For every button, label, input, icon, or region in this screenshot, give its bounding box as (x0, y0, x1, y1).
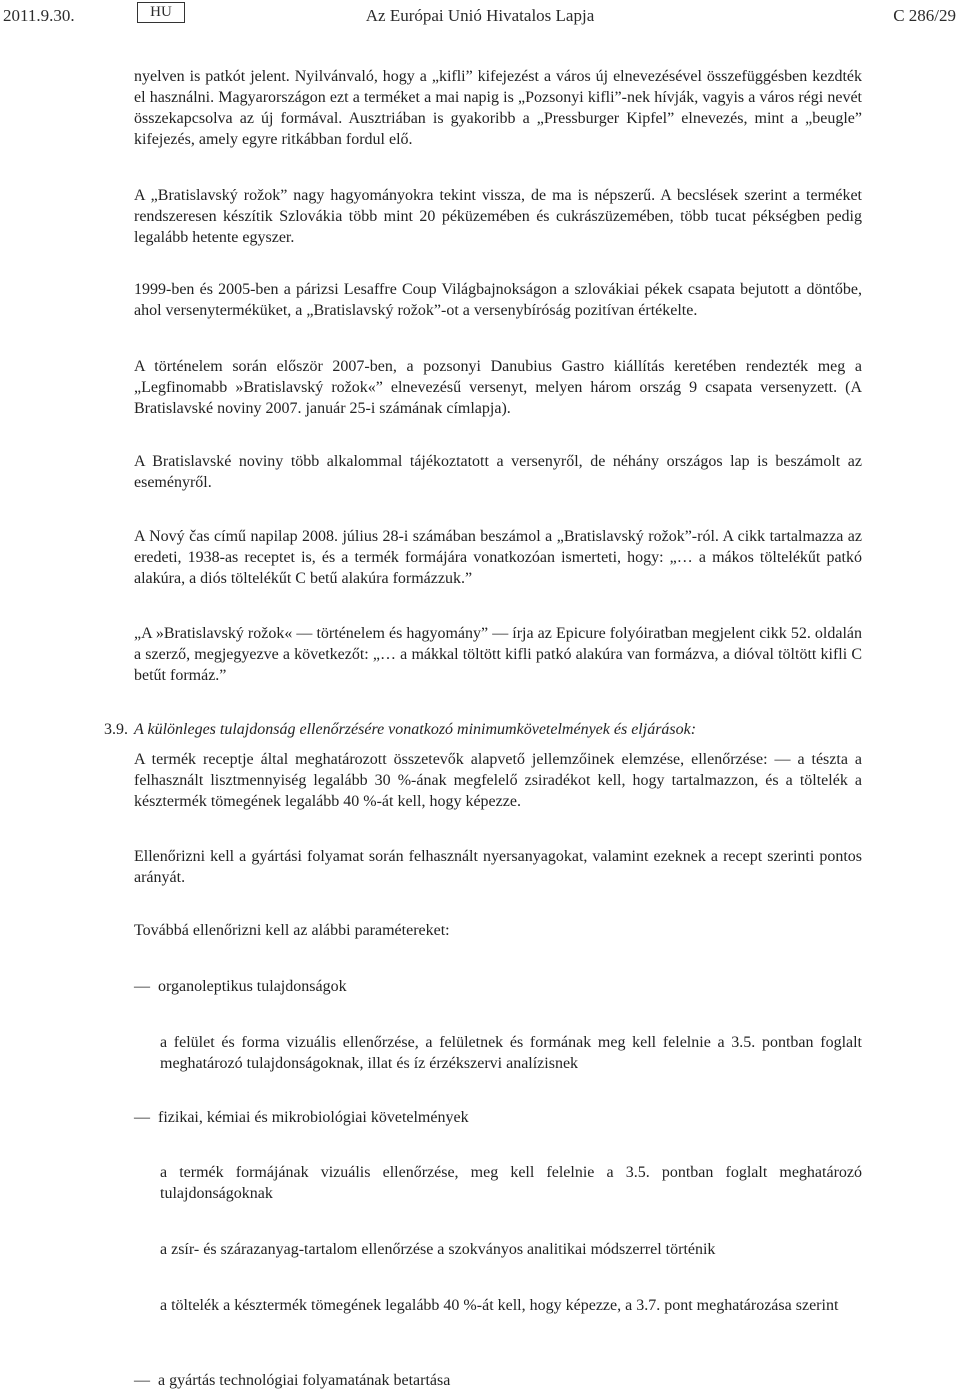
paragraph-6 (134, 526, 862, 589)
paragraph-text: a töltelék a késztermék tömegének legalább 40 %-át kell, hogy képezze, a 3.7. pont meghatározása szerint (160, 1297, 839, 1314)
sub-item-filling-check (160, 1295, 862, 1316)
paragraph-4 (134, 356, 862, 419)
sub-item-fat-check (160, 1239, 862, 1260)
paragraph-7 (134, 623, 862, 686)
section-number: 3.9. (104, 721, 128, 738)
paragraph-text: A termék receptje által meghatározott összetevők alapvető jellemzőinek elemzése, ellenőrzése: — a tészta a felhasznált lisztmennyiség legalább 30 %-ának megfelelő zsiradékot kell, hogy tartalmazzon, és a töltelék a késztermék tömegének legalább 40 %-át kell, hogy képezze. (134, 751, 862, 810)
paragraph-text: Továbbá ellenőrizni kell az alábbi paramétereket: (134, 922, 450, 939)
paragraph-text: a zsír- és szárazanyag-tartalom ellenőrzése a szokványos analitikai módszerrel történik (160, 1241, 716, 1258)
list-item-organoleptic (134, 976, 862, 997)
paragraph-text: A Bratislavské noviny több alkalommal tájékoztatott a versenyről, de néhány országos lap is beszámolt az eseményről. (134, 453, 862, 491)
paragraph-2 (134, 185, 862, 248)
paragraph-text: A Nový čas című napilap 2008. július 28-i számában beszámol a „Bratislavský rožok”-ról. A cikk tartalmazza az eredeti, 1938-as receptet is, és a termék formájára vonatkozóan ismerteti, hogy: „… a mákos töltelékűt patkó alakúra, a diós töltelékűt C betű alakúra formázzuk.” (134, 528, 862, 587)
dash-bullet: — (134, 1372, 150, 1389)
paragraph-text: nyelven is patkót jelent. Nyilvánvaló, hogy a „kifli” kifejezést a város új elnevezésével összefüggésben kezdték el használni. Magyarországon ezt a terméket a mai napig is „Pozsonyi kifli”-nek hívják, vagyis a város régi nevét összekapcsolva az új formával. Ausztriában is gyakoribb a „Pressburger Kipfel” elnevezés, mint a „beugle” kifejezés, amely egyre ritkábban fordul elő. (134, 68, 862, 148)
paragraph-1 (134, 66, 862, 150)
page-header (0, 0, 960, 28)
list-item-label: fizikai, kémiai és mikrobiológiai követelmények (158, 1109, 469, 1126)
paragraph-5 (134, 451, 862, 493)
paragraph-text: a termék formájának vizuális ellenőrzése, meg kell felelnie a 3.5. pontban foglalt meghatározó tulajdonságoknak (160, 1164, 862, 1202)
sub-item-shape-check (160, 1162, 862, 1204)
list-item-technology (134, 1370, 862, 1391)
section-title: A különleges tulajdonság ellenőrzésére vonatkozó minimumkövetelmények és eljárások: (134, 721, 697, 738)
language-badge: HU (137, 2, 185, 23)
paragraph-text: A történelem során először 2007-ben, a pozsonyi Danubius Gastro kiállítás keretében rendezték meg a „Legfinomabb »Bratislavský rožok«” elnevezésű versenyt, melyen három ország 9 csapata versenyzett. (A Bratislavské noviny 2007. január 25-i számának címlapja). (134, 358, 862, 417)
dash-bullet: — (134, 1109, 150, 1126)
list-item-label: a gyártás technológiai folyamatának betartása (158, 1372, 451, 1389)
paragraph-text: Ellenőrizni kell a gyártási folyamat során felhasznált nyersanyagokat, valamint ezeknek a recept szerinti pontos arányát. (134, 848, 862, 886)
journal-title: Az Európai Unió Hivatalos Lapja (365, 6, 595, 25)
dash-bullet: — (134, 978, 150, 995)
section-paragraph-3 (134, 920, 862, 941)
paragraph-text: „A »Bratislavský rožok« — történelem és hagyomány” — írja az Epicure folyóiratban megjelent cikk 52. oldalán a szerző, megjegyezve a következőt: „… a mákkal töltött kifli patkó alakúra van formázva, a dióval töltött kifli C betűt formáz.” (134, 625, 862, 684)
paragraph-text: 1999-ben és 2005-ben a párizsi Lesaffre Coup Világbajnokságon a szlovákiai pékek csapata bejutott a döntőbe, ahol versenyterméküket, a „Bratislavský rožok”-ot a versenybíróság pozitívan értékelte. (134, 281, 862, 319)
list-item-label: organoleptikus tulajdonságok (158, 978, 347, 995)
paragraph-3 (134, 279, 862, 321)
page-number: C 286/29 (893, 6, 956, 25)
paragraph-text: A „Bratislavský rožok” nagy hagyományokra tekint vissza, de ma is népszerű. A becslések szerint a terméket rendszeresen készítik Szlovákia több mint 20 péküzemében és cukrászüzemében, több tucat pékségben pedig legalább hetente egyszer. (134, 187, 862, 246)
list-item-physical (134, 1107, 862, 1128)
sub-item-surface-check (160, 1032, 862, 1074)
section-paragraph-2 (134, 846, 862, 888)
publication-date: 2011.9.30. (3, 6, 75, 25)
paragraph-text: a felület és forma vizuális ellenőrzése, a felületnek és formának meg kell felelnie a 3.5. pontban foglalt meghatározó tulajdonságoknak, illat és íz érzékszervi analízisnek (160, 1034, 862, 1072)
section-paragraph-1 (134, 749, 862, 812)
